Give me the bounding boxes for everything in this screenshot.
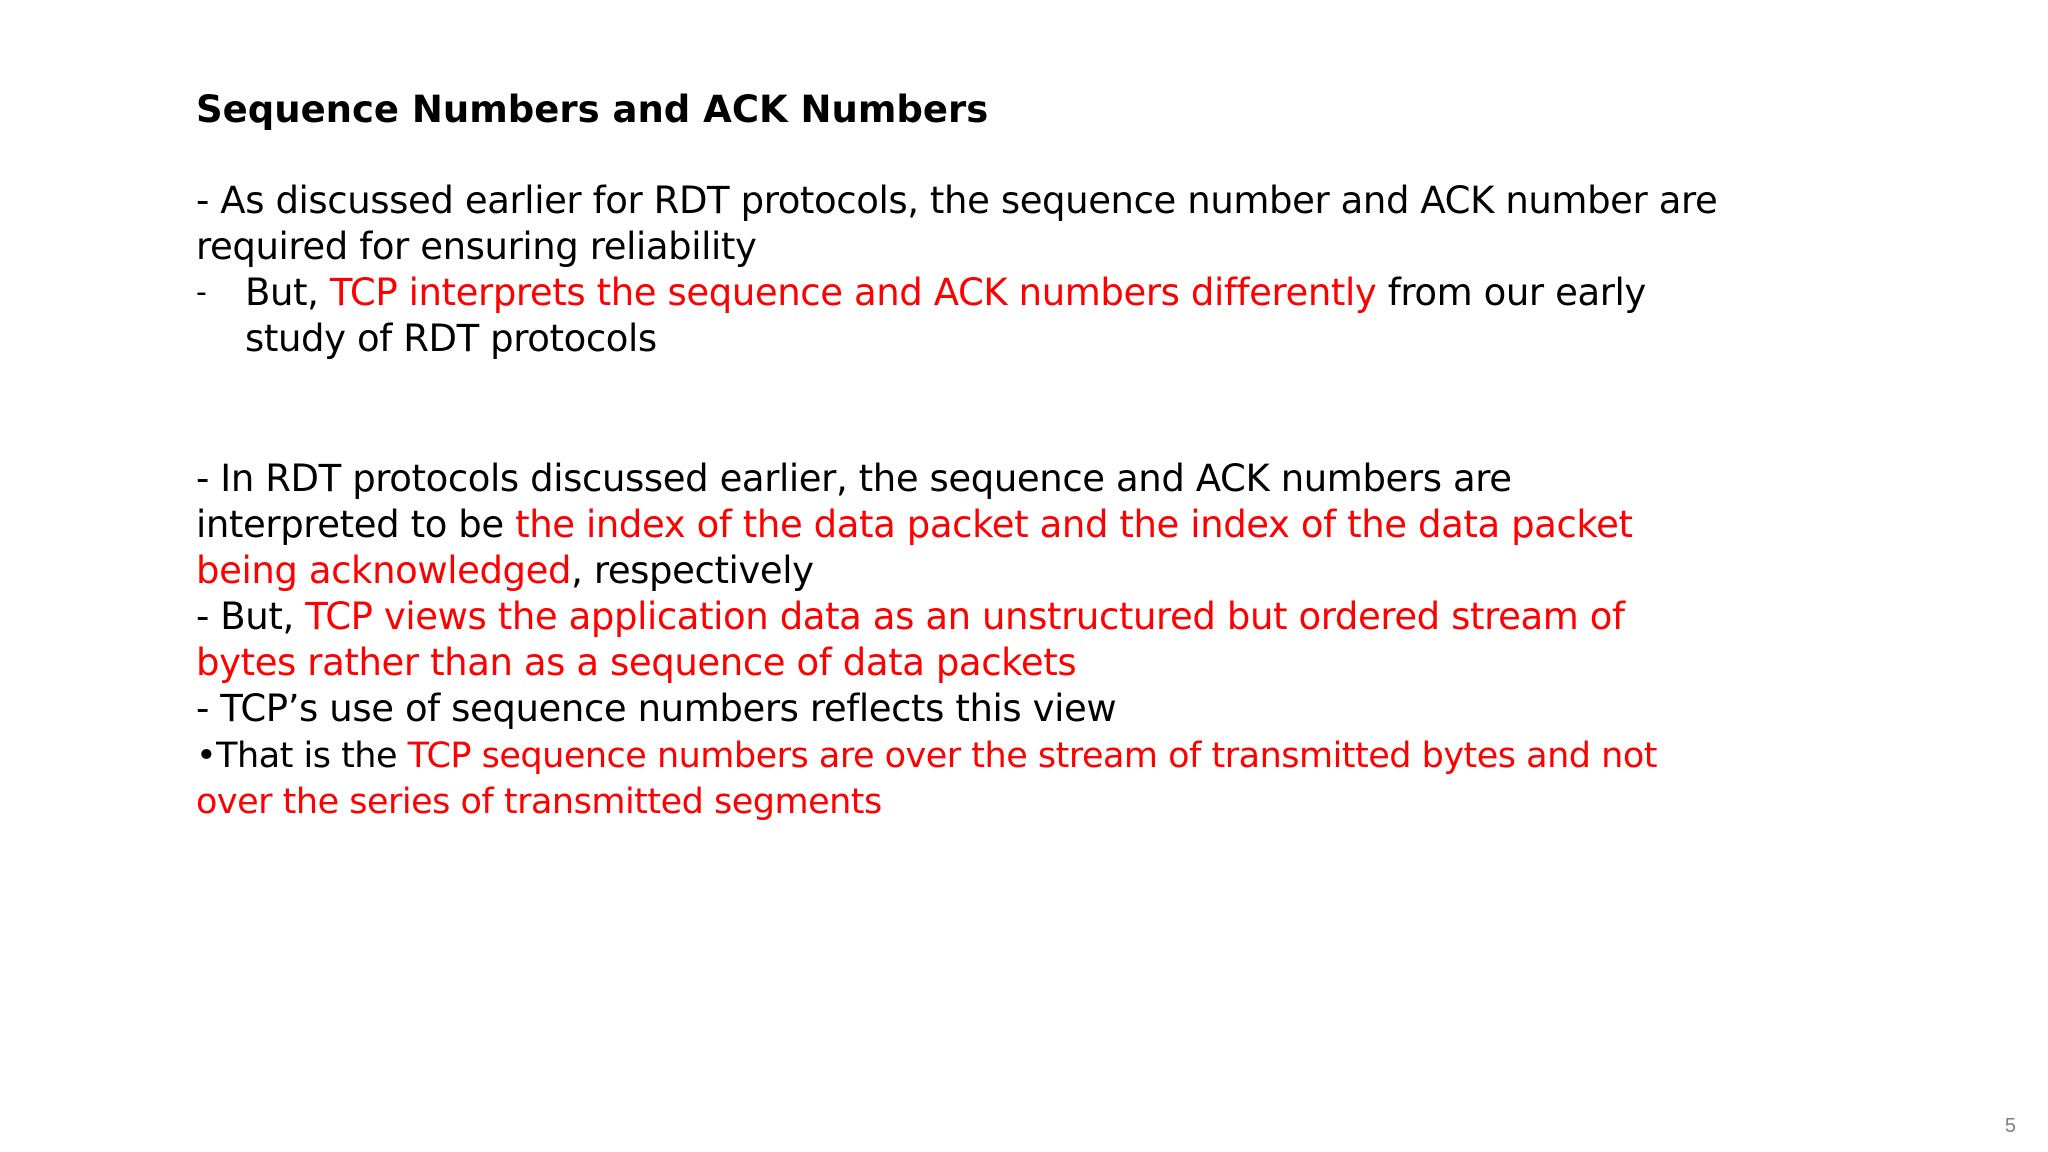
paragraph-2-line-6: - TCP’s use of sequence numbers reflects this view bbox=[196, 687, 1117, 730]
paragraph-highlight: TCP sequence numbers are over the stream of transmitted bytes and not bbox=[407, 736, 1657, 776]
paragraph-text: interpreted to be bbox=[196, 503, 516, 546]
paragraph-2-line-8: over the series of transmitted segments bbox=[196, 782, 882, 822]
sub-bullet-marker: - bbox=[196, 275, 207, 310]
sub-bullet-text: But, bbox=[245, 271, 330, 314]
paragraph-highlight: the index of the data packet and the index of the data packet bbox=[515, 503, 1633, 546]
paragraph-highlight: TCP views the application data as an unstructured but ordered stream of bbox=[305, 595, 1625, 638]
paragraph-2-line-7 bbox=[196, 733, 1657, 779]
slide-title: Sequence Numbers and ACK Numbers bbox=[196, 88, 989, 131]
paragraph-highlight: being acknowledged bbox=[196, 549, 572, 592]
paragraph-text: •That is the bbox=[196, 736, 408, 776]
sub-bullet-text: from our early bbox=[1376, 271, 1646, 314]
sub-bullet-line-1 bbox=[245, 270, 1646, 316]
sub-bullet-highlight: TCP interprets the sequence and ACK numbers differently bbox=[329, 271, 1377, 314]
paragraph-1-line-2: required for ensuring reliability bbox=[196, 225, 757, 268]
paragraph-2-line-1: - In RDT protocols discussed earlier, the sequence and ACK numbers are bbox=[196, 457, 1512, 500]
paragraph-2-line-5: bytes rather than as a sequence of data packets bbox=[196, 641, 1077, 684]
paragraph-text: - But, bbox=[196, 595, 306, 638]
page-number: 5 bbox=[2004, 1115, 2016, 1137]
paragraph-1-line-1: - As discussed earlier for RDT protocols, the sequence number and ACK number are bbox=[196, 179, 1718, 222]
paragraph-2-line-4 bbox=[196, 594, 1625, 640]
paragraph-2-line-2 bbox=[196, 502, 1633, 548]
sub-bullet-line-2: study of RDT protocols bbox=[245, 317, 657, 360]
paragraph-2-line-3 bbox=[196, 548, 814, 594]
paragraph-text: , respectively bbox=[571, 549, 814, 592]
